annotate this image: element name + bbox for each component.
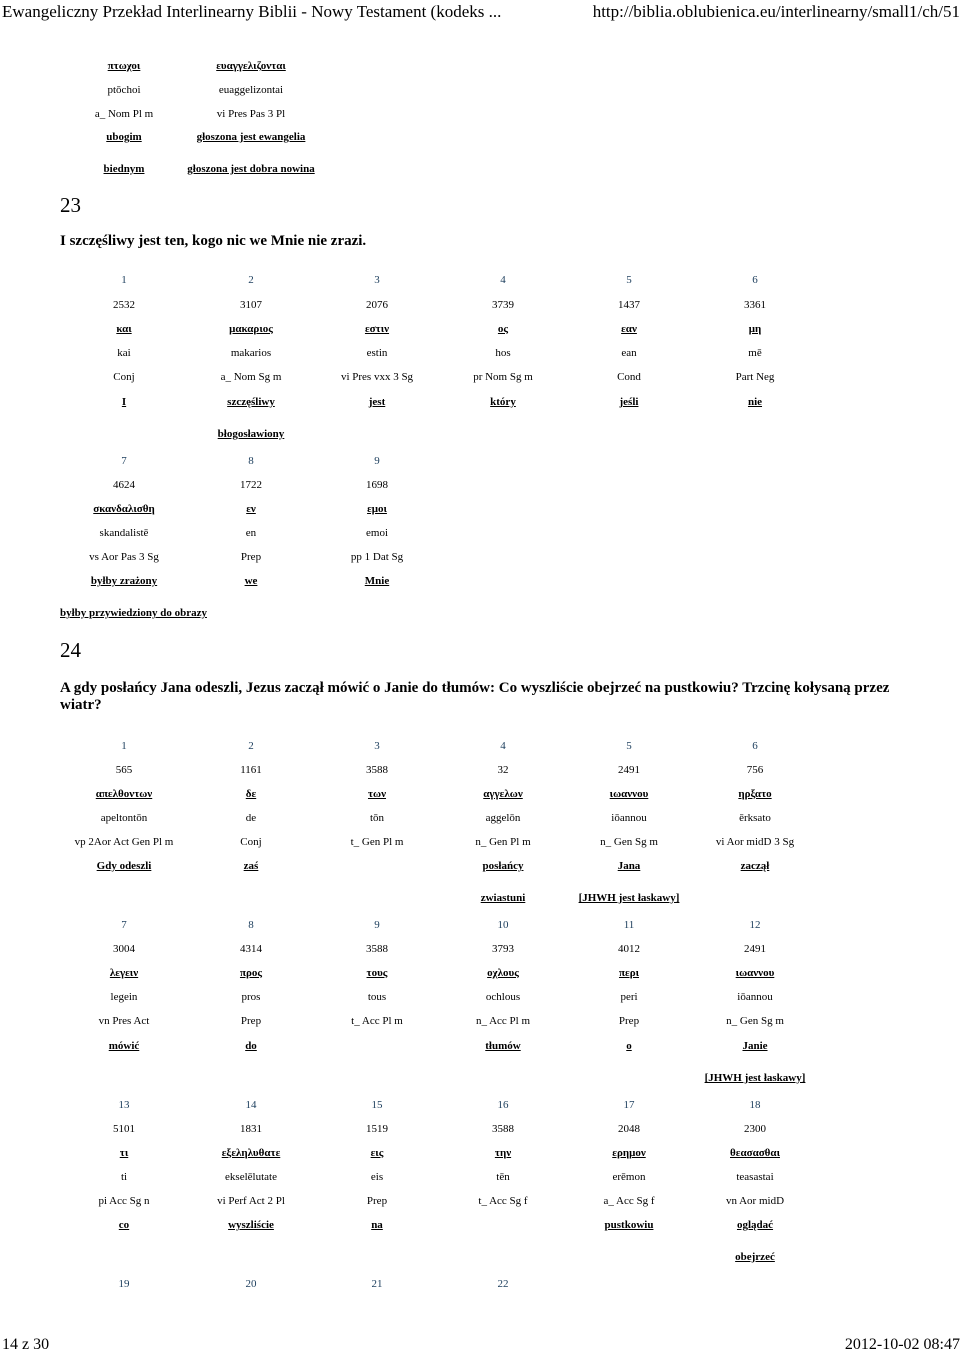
- strong-number: 1519: [366, 1123, 388, 1135]
- transliteration: legein: [110, 991, 138, 1003]
- strong-number: 1698: [366, 479, 388, 491]
- polish-word[interactable]: jeśli: [619, 396, 639, 408]
- greek-word[interactable]: δε: [245, 788, 257, 800]
- word-index: 3: [374, 274, 380, 286]
- name-meaning[interactable]: [JHWH jest łaskawy]: [578, 892, 680, 904]
- greek-word[interactable]: θεασασθαι: [730, 1147, 780, 1159]
- polish-alt[interactable]: głoszona jest dobra nowina: [187, 163, 315, 175]
- greek-word[interactable]: ηρξατο: [738, 788, 772, 800]
- transliteration: kai: [117, 347, 131, 359]
- transliteration: mē: [748, 347, 762, 359]
- polish-word[interactable]: Jana: [617, 860, 641, 872]
- polish-word[interactable]: Janie: [742, 1040, 768, 1052]
- polish-word[interactable]: byłby zrażony: [90, 575, 158, 587]
- strong-number: 3004: [113, 943, 135, 955]
- polish-word[interactable]: oglądać: [736, 1219, 774, 1231]
- word-index: 12: [749, 919, 761, 931]
- word-index: 14: [245, 1099, 257, 1111]
- greek-word[interactable]: ιωαννου: [735, 967, 775, 979]
- greek-word[interactable]: μακαριος: [229, 323, 273, 335]
- transliteration: pros: [241, 991, 261, 1003]
- morphology: Prep: [240, 1015, 262, 1027]
- transliteration: eis: [370, 1171, 384, 1183]
- verse-text: A gdy posłańcy Jana odeszli, Jezus zaczął mówić o Janie do tłumów: Co wyszliście obejrzeć na pustkowiu? Trzcinę kołysaną przez wiatr?: [60, 680, 890, 713]
- polish-alt[interactable]: błogosławiony: [217, 428, 285, 440]
- polish-alt[interactable]: byłby przywiedziony do obrazy: [60, 607, 207, 619]
- polish-word[interactable]: o: [626, 1040, 632, 1052]
- greek-word[interactable]: περι: [618, 967, 640, 979]
- polish-word[interactable]: zaś: [243, 860, 259, 872]
- polish-word[interactable]: Mnie: [364, 575, 390, 587]
- greek-word[interactable]: εμοι: [367, 503, 387, 515]
- morphology: Prep: [618, 1015, 640, 1027]
- strong-number: 3739: [492, 299, 514, 311]
- strong-number: 4314: [240, 943, 262, 955]
- morphology: pp 1 Dat Sg: [350, 551, 404, 563]
- greek-word[interactable]: μη: [748, 323, 762, 335]
- morphology: t_ Acc Pl m: [351, 1015, 403, 1027]
- polish-alt[interactable]: obejrzeć: [735, 1251, 775, 1263]
- polish-word[interactable]: mówić: [108, 1040, 140, 1052]
- polish-word[interactable]: głoszona jest ewangelia: [196, 131, 306, 143]
- polish-word[interactable]: na: [371, 1219, 383, 1231]
- word-index: 6: [752, 274, 758, 286]
- transliteration: aggelōn: [485, 812, 521, 824]
- word-index: 4: [500, 274, 506, 286]
- morphology: vn Pres Act: [98, 1015, 150, 1027]
- strong-number: 5101: [113, 1123, 135, 1135]
- strong-number: 32: [497, 764, 509, 776]
- word-index: 11: [623, 919, 635, 931]
- word-index: 15: [371, 1099, 383, 1111]
- transliteration: ean: [621, 347, 637, 359]
- greek-word[interactable]: πτωχοι: [107, 60, 141, 72]
- polish-alt[interactable]: biednym: [103, 163, 145, 175]
- greek-word[interactable]: ος: [497, 323, 509, 335]
- greek-word[interactable]: τι: [119, 1147, 129, 1159]
- morphology: vi Perf Act 2 Pl: [217, 1195, 285, 1207]
- morphology: Prep: [240, 551, 262, 563]
- word-index: 10: [497, 919, 509, 931]
- greek-word[interactable]: σκανδαλισθη: [93, 503, 155, 515]
- transliteration: apeltontōn: [100, 812, 148, 824]
- transliteration: ekselēlutate: [225, 1171, 277, 1183]
- strong-number: 565: [115, 764, 133, 776]
- polish-word[interactable]: posłańcy: [482, 860, 524, 872]
- morphology: Conj: [240, 836, 262, 848]
- word-index: 1: [121, 740, 127, 752]
- morphology: n_ Gen Pl m: [475, 836, 531, 848]
- strong-number: 4624: [113, 479, 135, 491]
- transliteration: iōannou: [611, 812, 647, 824]
- polish-word[interactable]: pustkowiu: [604, 1219, 654, 1231]
- transliteration: teasastai: [736, 1171, 774, 1183]
- strong-number: 3588: [366, 764, 388, 776]
- transliteration: iōannou: [737, 991, 773, 1003]
- greek-word[interactable]: εν: [246, 503, 256, 515]
- word-index: 19: [118, 1278, 130, 1290]
- verse-number: 24: [60, 638, 81, 662]
- transliteration: ochlous: [485, 991, 521, 1003]
- greek-word[interactable]: την: [494, 1147, 512, 1159]
- polish-word[interactable]: który: [490, 396, 516, 408]
- morphology: Conj: [113, 371, 135, 383]
- transliteration: emoi: [366, 527, 388, 539]
- polish-word[interactable]: nie: [747, 396, 763, 408]
- word-index: 17: [623, 1099, 635, 1111]
- transliteration: skandalistē: [99, 527, 149, 539]
- polish-word[interactable]: we: [244, 575, 258, 587]
- strong-number: 1722: [240, 479, 262, 491]
- greek-word[interactable]: εαν: [621, 323, 637, 335]
- morphology: pi Acc Sg n: [98, 1195, 150, 1207]
- greek-word[interactable]: οχλους: [487, 967, 519, 979]
- strong-number: 1161: [240, 764, 262, 776]
- transliteration: tēn: [496, 1171, 510, 1183]
- transliteration: en: [245, 527, 257, 539]
- greek-word[interactable]: ευαγγελιζονται: [216, 60, 286, 72]
- word-index: 18: [749, 1099, 761, 1111]
- morphology: t_ Acc Sg f: [478, 1195, 528, 1207]
- morphology: n_ Gen Sg m: [726, 1015, 784, 1027]
- verse-text: I szczęśliwy jest ten, kogo nic we Mnie nie zrazi.: [60, 233, 367, 249]
- print-datetime: 2012-10-02 08:47: [844, 1336, 960, 1353]
- transliteration: ti: [120, 1171, 128, 1183]
- polish-word[interactable]: wyszliście: [228, 1219, 274, 1231]
- transliteration: makarios: [230, 347, 272, 359]
- word-index: 5: [626, 274, 632, 286]
- strong-number: 756: [746, 764, 764, 776]
- transliteration: de: [245, 812, 257, 824]
- polish-word[interactable]: zaczął: [740, 860, 770, 872]
- page-title: Ewangeliczny Przekład Interlinearny Biblii - Nowy Testament (kodeks ...: [2, 2, 502, 21]
- morphology: pr Nom Sg m: [473, 371, 533, 383]
- morphology: Cond: [617, 371, 641, 383]
- greek-word[interactable]: προς: [239, 967, 263, 979]
- word-index: 1: [121, 274, 127, 286]
- word-index: 9: [374, 919, 380, 931]
- word-index: 7: [121, 919, 127, 931]
- word-index: 13: [118, 1099, 130, 1111]
- morphology: Prep: [366, 1195, 388, 1207]
- greek-word[interactable]: αγγελων: [483, 788, 523, 800]
- transliteration: tous: [367, 991, 387, 1003]
- greek-word[interactable]: των: [367, 788, 387, 800]
- word-index: 8: [248, 919, 254, 931]
- greek-word[interactable]: εξεληλυθατε: [221, 1147, 281, 1159]
- verse-number: 23: [60, 193, 81, 217]
- greek-word[interactable]: και: [116, 323, 132, 335]
- word-index: 16: [497, 1099, 509, 1111]
- morphology: a_ Nom Pl m: [94, 108, 154, 120]
- strong-number: 2300: [744, 1123, 766, 1135]
- word-index: 9: [374, 455, 380, 467]
- polish-word[interactable]: szczęśliwy: [227, 396, 275, 408]
- word-index: 21: [371, 1278, 383, 1290]
- strong-number: 3107: [240, 299, 262, 311]
- polish-word[interactable]: ubogim: [106, 131, 142, 143]
- transliteration: erēmon: [612, 1171, 646, 1183]
- greek-word[interactable]: ερημον: [612, 1147, 646, 1159]
- morphology: vp 2Aor Act Gen Pl m: [74, 836, 174, 848]
- transliteration: estin: [366, 347, 388, 359]
- strong-number: 2076: [366, 299, 388, 311]
- morphology: n_ Gen Sg m: [600, 836, 658, 848]
- strong-number: 3588: [492, 1123, 514, 1135]
- strong-number: 3793: [492, 943, 514, 955]
- polish-word[interactable]: jest: [368, 396, 386, 408]
- polish-word[interactable]: do: [245, 1040, 257, 1052]
- word-index: 22: [497, 1278, 509, 1290]
- greek-word[interactable]: εστιν: [364, 323, 390, 335]
- morphology: vi Pres Pas 3 Pl: [216, 108, 286, 120]
- strong-number: 3588: [366, 943, 388, 955]
- page-counter: 14 z 30: [2, 1336, 50, 1353]
- word-index: 3: [374, 740, 380, 752]
- word-index: 20: [245, 1278, 257, 1290]
- word-index: 8: [248, 455, 254, 467]
- word-index: 4: [500, 740, 506, 752]
- strong-number: 1437: [618, 299, 640, 311]
- transliteration: euaggelizontai: [218, 84, 284, 96]
- word-index: 7: [121, 455, 127, 467]
- strong-number: 1831: [240, 1123, 262, 1135]
- strong-number: 2048: [618, 1123, 640, 1135]
- strong-number: 2532: [113, 299, 135, 311]
- page-url: http://biblia.oblubienica.eu/interlinearny/small1/ch/51: [592, 2, 960, 21]
- morphology: vn Aor midD: [725, 1195, 785, 1207]
- word-index: 6: [752, 740, 758, 752]
- morphology: a_ Acc Sg f: [603, 1195, 655, 1207]
- word-index: 2: [248, 740, 254, 752]
- transliteration: tōn: [369, 812, 385, 824]
- morphology: vs Aor Pas 3 Sg: [89, 551, 159, 563]
- polish-word[interactable]: I: [121, 396, 127, 408]
- polish-word[interactable]: co: [118, 1219, 130, 1231]
- greek-word[interactable]: λεγειν: [109, 967, 139, 979]
- morphology: n_ Acc Pl m: [475, 1015, 531, 1027]
- strong-number: 4012: [618, 943, 640, 955]
- transliteration: peri: [620, 991, 638, 1003]
- transliteration: ērksato: [739, 812, 771, 824]
- morphology: Part Neg: [735, 371, 775, 383]
- strong-number: 2491: [618, 764, 640, 776]
- greek-word[interactable]: τους: [366, 967, 388, 979]
- polish-word[interactable]: tłumów: [485, 1040, 521, 1052]
- transliteration: hos: [495, 347, 511, 359]
- name-meaning[interactable]: [JHWH jest łaskawy]: [704, 1072, 806, 1084]
- morphology: vi Aor midD 3 Sg: [715, 836, 795, 848]
- word-index: 2: [248, 274, 254, 286]
- greek-word[interactable]: ιωαννου: [609, 788, 649, 800]
- strong-number: 3361: [744, 299, 766, 311]
- greek-word[interactable]: απελθοντων: [95, 788, 153, 800]
- morphology: a_ Nom Sg m: [220, 371, 282, 383]
- morphology: t_ Gen Pl m: [350, 836, 404, 848]
- transliteration: ptōchoi: [107, 84, 141, 96]
- strong-number: 2491: [744, 943, 766, 955]
- polish-word[interactable]: Gdy odeszli: [96, 860, 152, 872]
- polish-alt[interactable]: zwiastuni: [480, 892, 526, 904]
- greek-word[interactable]: εις: [370, 1147, 384, 1159]
- morphology: vi Pres vxx 3 Sg: [340, 371, 414, 383]
- word-index: 5: [626, 740, 632, 752]
